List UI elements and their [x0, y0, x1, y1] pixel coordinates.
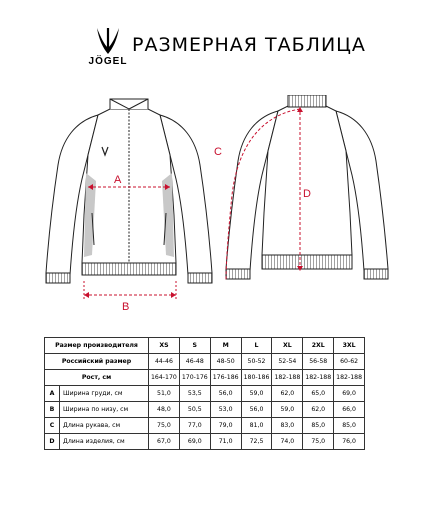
- table-cell: 62,0: [303, 402, 334, 418]
- table-cell: 85,0: [303, 418, 334, 434]
- table-cell: 72,5: [241, 434, 272, 450]
- jacket-back: [226, 95, 388, 279]
- table-cell: 67,0: [149, 434, 180, 450]
- measure-label-a: A: [114, 174, 122, 186]
- table-row: [45, 434, 365, 450]
- row-label: Длина изделия, см: [60, 434, 149, 450]
- table-row: [45, 338, 365, 354]
- row-label: Длина рукава, см: [60, 418, 149, 434]
- table-cell: 56-58: [303, 354, 334, 370]
- table-cell: 180-186: [241, 370, 272, 386]
- row-letter: C: [45, 418, 60, 434]
- table-cell: 77,0: [179, 418, 210, 434]
- page-title: РАЗМЕРНАЯ ТАБЛИЦА: [132, 34, 366, 56]
- table-cell: 176-186: [210, 370, 241, 386]
- table-cell: 69,0: [334, 386, 365, 402]
- table-cell: S: [179, 338, 210, 354]
- measure-label-d: D: [303, 188, 311, 200]
- table-cell: 3XL: [334, 338, 365, 354]
- table-cell: 81,0: [241, 418, 272, 434]
- table-cell: 182-188: [272, 370, 303, 386]
- table-row: [45, 402, 365, 418]
- table-cell: 56,0: [210, 386, 241, 402]
- table-header-label: Российский размер: [45, 354, 149, 370]
- table-cell: 60-62: [334, 354, 365, 370]
- table-cell: 71,0: [210, 434, 241, 450]
- jacket-diagram: [0, 95, 428, 315]
- row-label: Ширина груди, см: [60, 386, 149, 402]
- table-cell: 75,0: [149, 418, 180, 434]
- table-cell: 51,0: [149, 386, 180, 402]
- table-header-label: Рост, см: [45, 370, 149, 386]
- table-cell: 44-46: [149, 354, 180, 370]
- table-cell: 164-170: [149, 370, 180, 386]
- table-cell: 85,0: [334, 418, 365, 434]
- table-cell: 52-54: [272, 354, 303, 370]
- table-cell: 79,0: [210, 418, 241, 434]
- table-row: [45, 354, 365, 370]
- table-cell: 53,0: [210, 402, 241, 418]
- table-cell: 62,0: [272, 386, 303, 402]
- size-table: [44, 337, 365, 450]
- brand-logo: [78, 26, 138, 78]
- table-cell: XL: [272, 338, 303, 354]
- jogel-logo-icon: [93, 26, 123, 56]
- measure-label-b: B: [122, 301, 130, 313]
- row-label: Ширина по низу, см: [60, 402, 149, 418]
- table-row: [45, 386, 365, 402]
- table-cell: 83,0: [272, 418, 303, 434]
- table-cell: 182-188: [303, 370, 334, 386]
- brand-name: JÖGEL: [88, 56, 128, 67]
- row-letter: D: [45, 434, 60, 450]
- table-cell: 48,0: [149, 402, 180, 418]
- table-cell: 2XL: [303, 338, 334, 354]
- table-cell: 170-176: [179, 370, 210, 386]
- measure-label-c: C: [214, 146, 222, 158]
- table-cell: L: [241, 338, 272, 354]
- table-cell: 50-52: [241, 354, 272, 370]
- table-cell: XS: [149, 338, 180, 354]
- table-cell: 66,0: [334, 402, 365, 418]
- table-cell: 74,0: [272, 434, 303, 450]
- table-cell: 76,0: [334, 434, 365, 450]
- table-cell: 182-188: [334, 370, 365, 386]
- table-header-label: Размер производителя: [45, 338, 149, 354]
- table-row: [45, 370, 365, 386]
- table-cell: 65,0: [303, 386, 334, 402]
- table-cell: 50,5: [179, 402, 210, 418]
- table-cell: 59,0: [272, 402, 303, 418]
- table-cell: 56,0: [241, 402, 272, 418]
- table-cell: 75,0: [303, 434, 334, 450]
- table-cell: M: [210, 338, 241, 354]
- table-cell: 69,0: [179, 434, 210, 450]
- table-cell: 46-48: [179, 354, 210, 370]
- table-row: [45, 418, 365, 434]
- jacket-front: [46, 99, 212, 283]
- table-cell: 53,5: [179, 386, 210, 402]
- table-cell: 48-50: [210, 354, 241, 370]
- row-letter: A: [45, 386, 60, 402]
- row-letter: B: [45, 402, 60, 418]
- table-cell: 59,0: [241, 386, 272, 402]
